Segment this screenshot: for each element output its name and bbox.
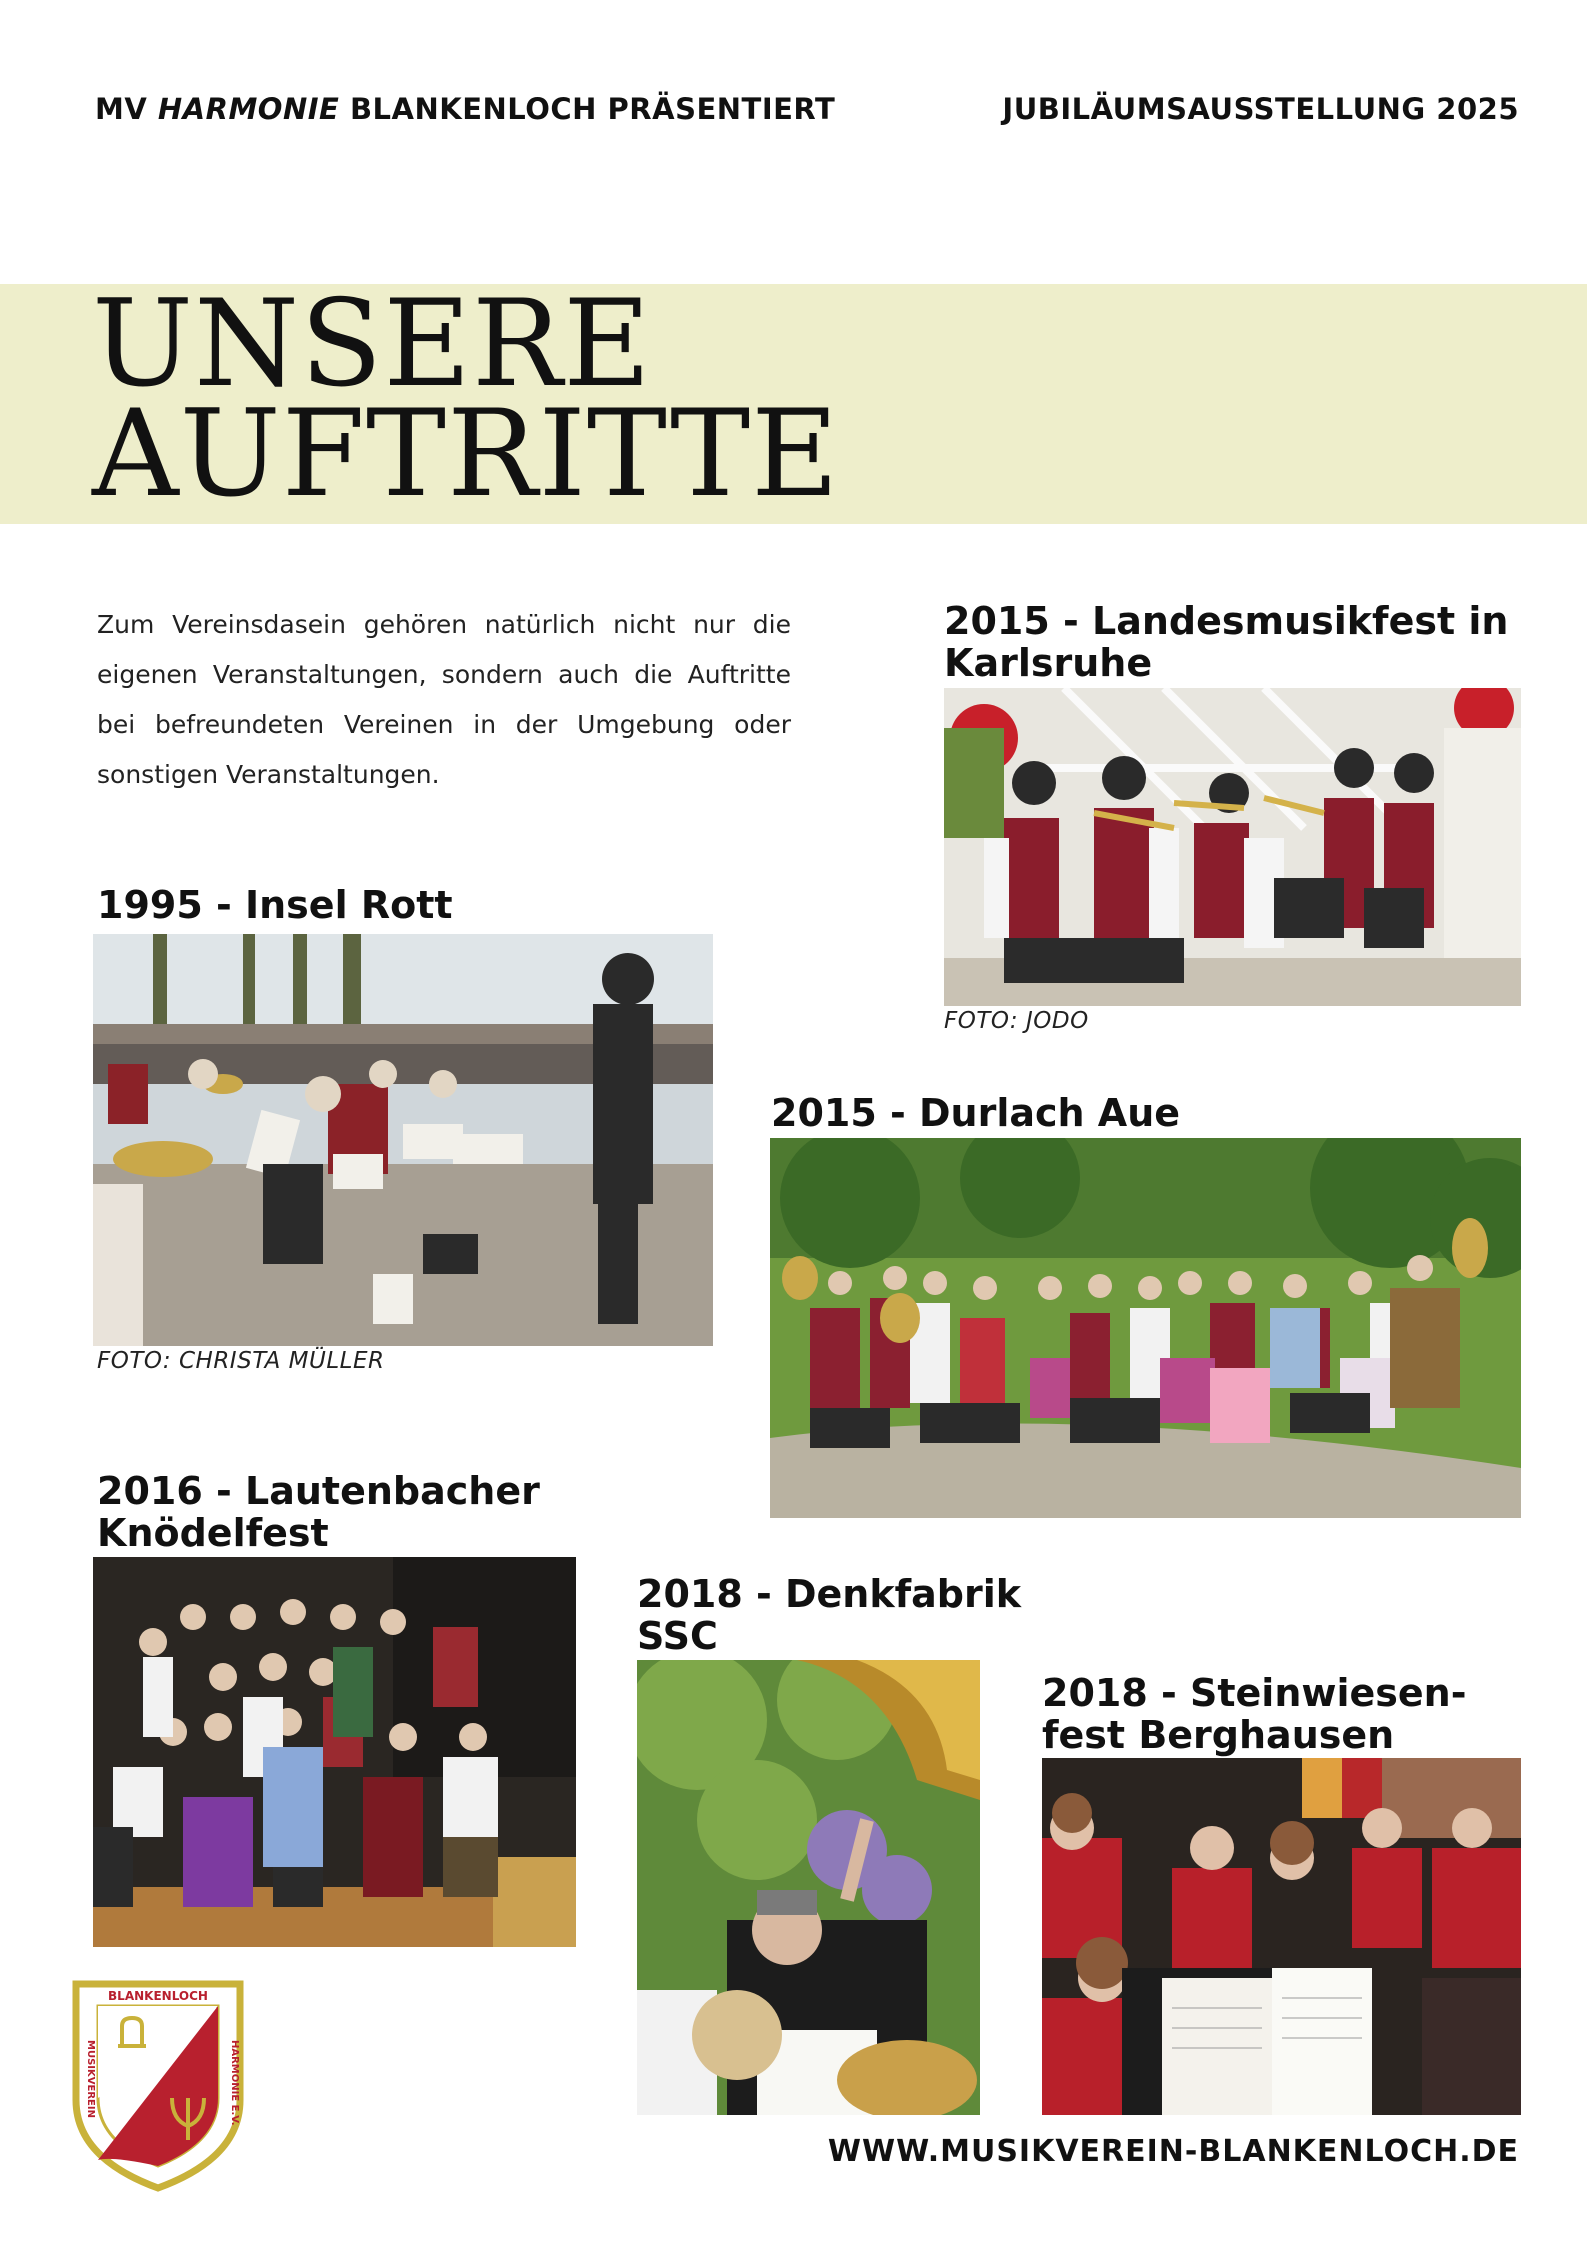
club-logo [72,1980,244,2192]
event-heading-landesmusikfest: 2015 - Landesmusikfest in Karlsruhe [944,599,1509,685]
photo-steinwiesenfest [1042,1758,1521,2115]
event-heading-durlach-aue: 2015 - Durlach Aue [771,1091,1181,1135]
logo-top-text: BLANKENLOCH [108,1989,208,2003]
intro-text: Zum Vereinsdasein gehören natürlich nicht nur die eigenen Veranstaltungen, sondern auch die Auftritte bei befreundeten Vereinen in der Umgebung oder sonstigen Veranstaltungen. [97,610,791,789]
event-heading-knoedelfest: 2016 - Lautenbacher Knödelfest [97,1469,540,1555]
event-heading-insel-rott: 1995 - Insel Rott [97,883,453,927]
photo-landesmusikfest [944,688,1521,1006]
logo-right-text: HARMONIE E.V. [229,2040,240,2126]
photo-insel-rott [93,934,713,1346]
logo-left-text: MUSIKVEREIN [85,2040,96,2118]
photo-durlach-aue [770,1138,1521,1518]
photo-credit-insel-rott: FOTO: CHRISTA MÜLLER [97,1348,385,1374]
event-heading-steinwiesenfest: 2018 - Steinwiesen- fest Berghausen [1042,1671,1467,1757]
photo-denkfabrik [637,1660,980,2115]
photo-knoedelfest [93,1557,576,1947]
website-link[interactable]: WWW.MUSIKVEREIN-BLANKENLOCH.DE [827,2134,1519,2169]
photo-credit-landesmusikfest: FOTO: JODO [944,1008,1089,1034]
event-heading-denkfabrik: 2018 - Denkfabrik SSC [637,1572,1022,1658]
header-exhibition: JUBILÄUMSAUSSTELLUNG 2025 [1002,92,1519,126]
page-title: UNSERE AUFTRITTE [92,275,840,524]
header-presenter: MV HARMONIE BLANKENLOCH PRÄSENTIERT [95,92,836,126]
